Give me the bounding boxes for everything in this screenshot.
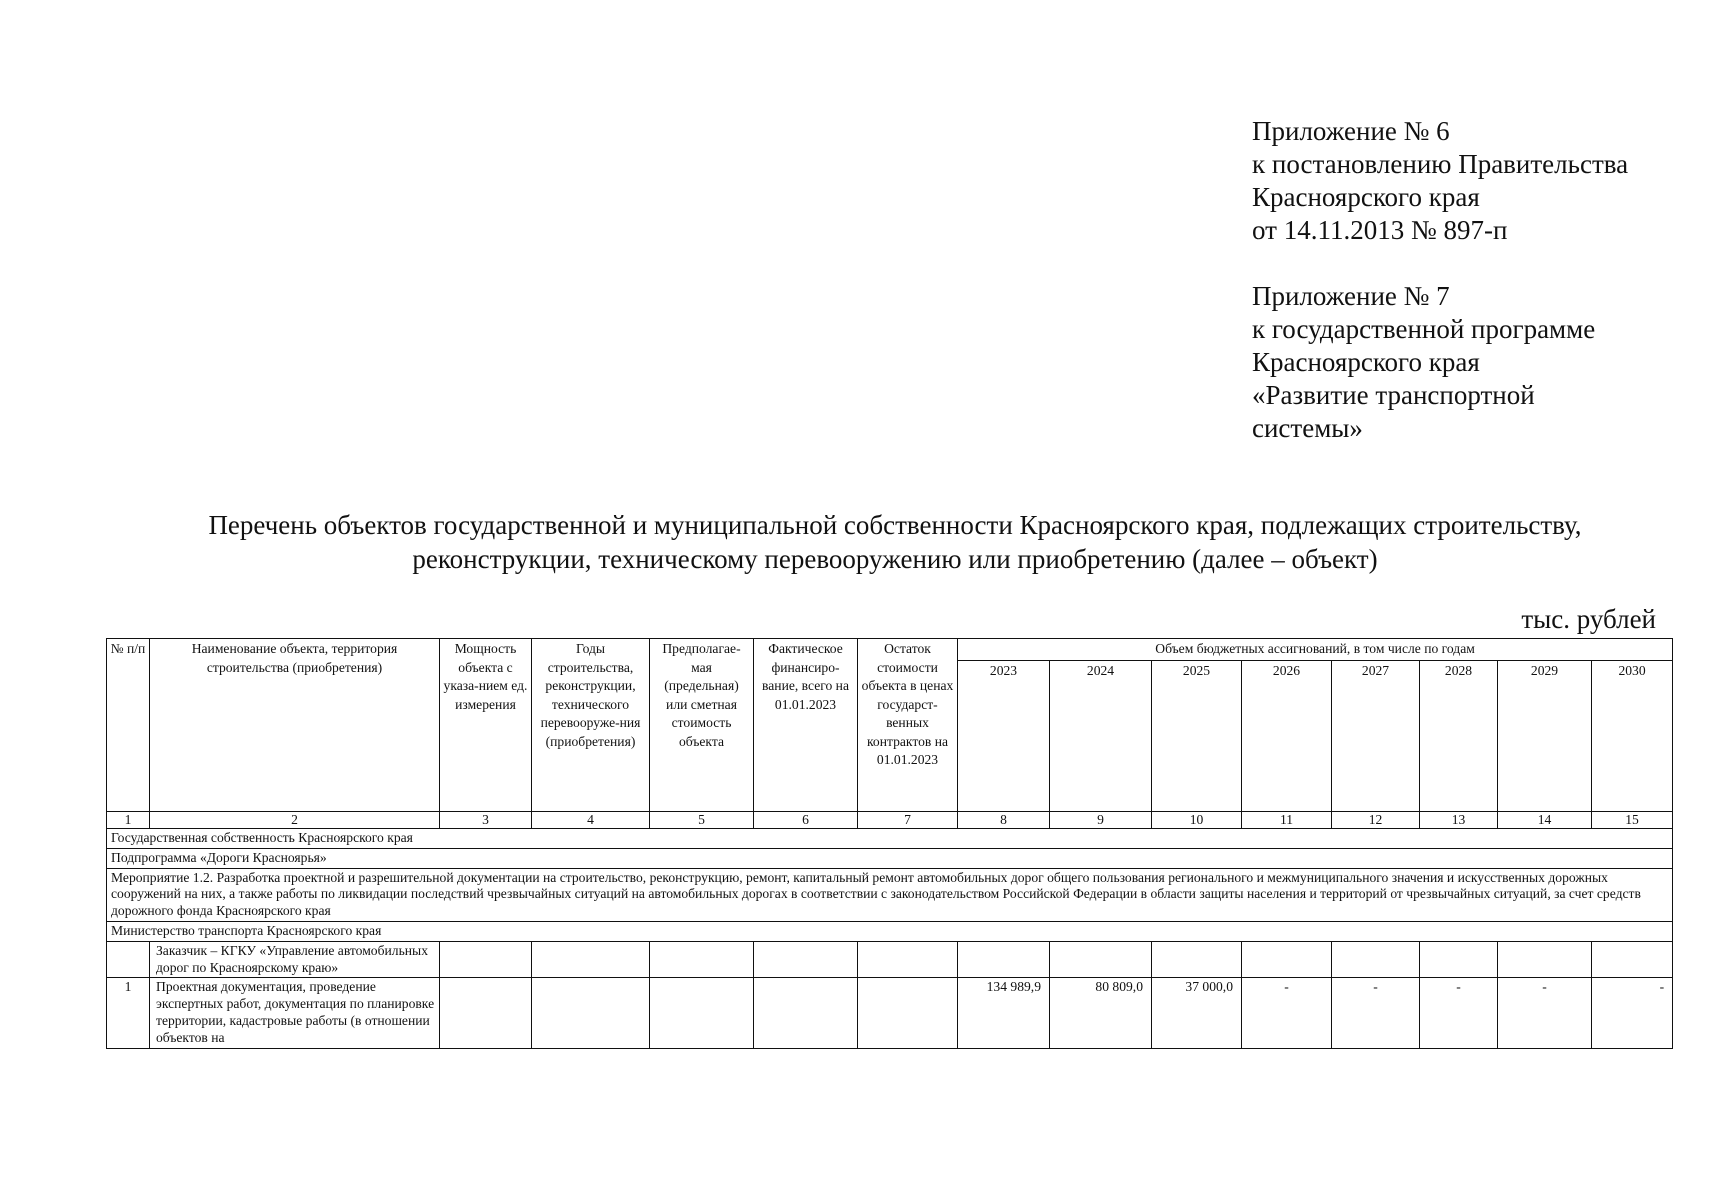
table-header-row — [107, 639, 1673, 661]
column-number: 15 — [1592, 812, 1673, 829]
column-number: 10 — [1152, 812, 1242, 829]
header-year: 2026 — [1242, 661, 1332, 812]
document-title-line: Перечень объектов государственной и муниципальной собственности Красноярского края, подлежащих строительству, — [208, 510, 1582, 540]
appendix-6-line: Красноярского края — [1252, 182, 1480, 212]
empty-cell — [858, 941, 958, 978]
empty-cell — [858, 978, 958, 1048]
column-number: 2 — [150, 812, 440, 829]
empty-cell — [650, 978, 754, 1048]
document-title — [100, 508, 1690, 576]
empty-cell — [958, 941, 1050, 978]
header-year: 2029 — [1498, 661, 1592, 812]
object-name: Проектная документация, проведение экспертных работ, документация по планировке территории, кадастровые работы (в отношении объектов на — [150, 978, 440, 1048]
empty-cell — [532, 978, 650, 1048]
empty-cell — [440, 941, 532, 978]
header-num: № п/п — [107, 639, 150, 812]
column-number: 3 — [440, 812, 532, 829]
empty-cell — [1152, 941, 1242, 978]
appendix-7-line: Красноярского края — [1252, 347, 1480, 377]
value-2028: - — [1420, 978, 1498, 1048]
column-number: 5 — [650, 812, 754, 829]
empty-cell — [1592, 941, 1673, 978]
column-number: 9 — [1050, 812, 1152, 829]
appendix-6-line: Приложение № 6 — [1252, 116, 1450, 146]
empty-cell — [1050, 941, 1152, 978]
customer-cell: Заказчик – КГКУ «Управление автомобильных дорог по Красноярскому краю» — [150, 941, 440, 978]
column-number: 14 — [1498, 812, 1592, 829]
empty-cell — [107, 941, 150, 978]
value-2026: - — [1242, 978, 1332, 1048]
header-budget-group: Объем бюджетных ассигнований, в том числе по годам — [958, 639, 1673, 661]
empty-cell — [532, 941, 650, 978]
empty-cell — [1332, 941, 1420, 978]
value-2029: - — [1498, 978, 1592, 1048]
row-number: 1 — [107, 978, 150, 1048]
appendix-7-line: «Развитие транспортной — [1252, 380, 1535, 410]
header-year: 2027 — [1332, 661, 1420, 812]
value-2024: 80 809,0 — [1050, 978, 1152, 1048]
section-row — [107, 868, 1673, 921]
appendix-6-block — [1252, 115, 1628, 247]
value-2025: 37 000,0 — [1152, 978, 1242, 1048]
currency-unit: тыс. рублей — [1521, 604, 1656, 634]
appendix-6-line: от 14.11.2013 № 897-п — [1252, 215, 1508, 245]
appendix-6-line: к постановлению Правительства — [1252, 149, 1629, 179]
header-years: Годы строительства, реконструкции, технического перевооруже-ния (приобретения) — [532, 639, 650, 812]
header-remainder: Остаток стоимости объекта в ценах государст-венных контрактов на 01.01.2023 — [858, 639, 958, 812]
header-cost: Предполагае-мая (предельная) или сметная стоимость объекта — [650, 639, 754, 812]
section-row — [107, 829, 1673, 849]
appendix-7-block — [1252, 280, 1628, 445]
header-year: 2028 — [1420, 661, 1498, 812]
appendix-7-line: к государственной программе — [1252, 314, 1596, 344]
value-2023: 134 989,9 — [958, 978, 1050, 1048]
header-capacity: Мощность объекта с указа-нием ед. измерения — [440, 639, 532, 812]
empty-cell — [754, 941, 858, 978]
header-year: 2023 — [958, 661, 1050, 812]
section-row — [107, 921, 1673, 941]
column-number: 7 — [858, 812, 958, 829]
appendix-7-line: Приложение № 7 — [1252, 281, 1450, 311]
header-year: 2030 — [1592, 661, 1673, 812]
customer-row — [107, 941, 1673, 978]
empty-cell — [1420, 941, 1498, 978]
section-subprogram: Подпрограмма «Дороги Красноярья» — [107, 848, 1673, 868]
header-year: 2025 — [1152, 661, 1242, 812]
empty-cell — [440, 978, 532, 1048]
appendix-header — [1252, 115, 1628, 445]
column-number: 12 — [1332, 812, 1420, 829]
column-number: 8 — [958, 812, 1050, 829]
empty-cell — [1242, 941, 1332, 978]
section-ministry: Министерство транспорта Красноярского края — [107, 921, 1673, 941]
column-number: 13 — [1420, 812, 1498, 829]
table-row — [107, 978, 1673, 1048]
document-title-line: реконструкции, техническому перевооружению или приобретению (далее – объект) — [412, 544, 1378, 574]
header-name: Наименование объекта, территория строительства (приобретения) — [150, 639, 440, 812]
value-2027: - — [1332, 978, 1420, 1048]
column-number: 6 — [754, 812, 858, 829]
column-numbers-row — [107, 812, 1673, 829]
header-year: 2024 — [1050, 661, 1152, 812]
section-ownership: Государственная собственность Красноярского края — [107, 829, 1673, 849]
section-row — [107, 848, 1673, 868]
column-number: 1 — [107, 812, 150, 829]
objects-table — [106, 638, 1673, 1049]
empty-cell — [754, 978, 858, 1048]
column-number: 11 — [1242, 812, 1332, 829]
empty-cell — [650, 941, 754, 978]
empty-cell — [1498, 941, 1592, 978]
value-2030: - — [1592, 978, 1673, 1048]
header-actual: Фактическое финансиро-вание, всего на 01.01.2023 — [754, 639, 858, 812]
appendix-7-line: системы» — [1252, 413, 1363, 443]
column-number: 4 — [532, 812, 650, 829]
section-measure: Мероприятие 1.2. Разработка проектной и разрешительной документации на строительство, реконструкцию, ремонт, капитальный ремонт автомобильных дорог общего пользования регионального и межмуниципального значения и искусственных дорожных сооружений на них, а также работы по ликвидации последствий чрезвычайных ситуаций на автомобильных дорогах в соответствии с законодательством Российской Федерации в области защиты населения и территорий от чрезвычайных ситуаций, за счет средств дорожного фонда Красноярского края — [107, 868, 1673, 921]
